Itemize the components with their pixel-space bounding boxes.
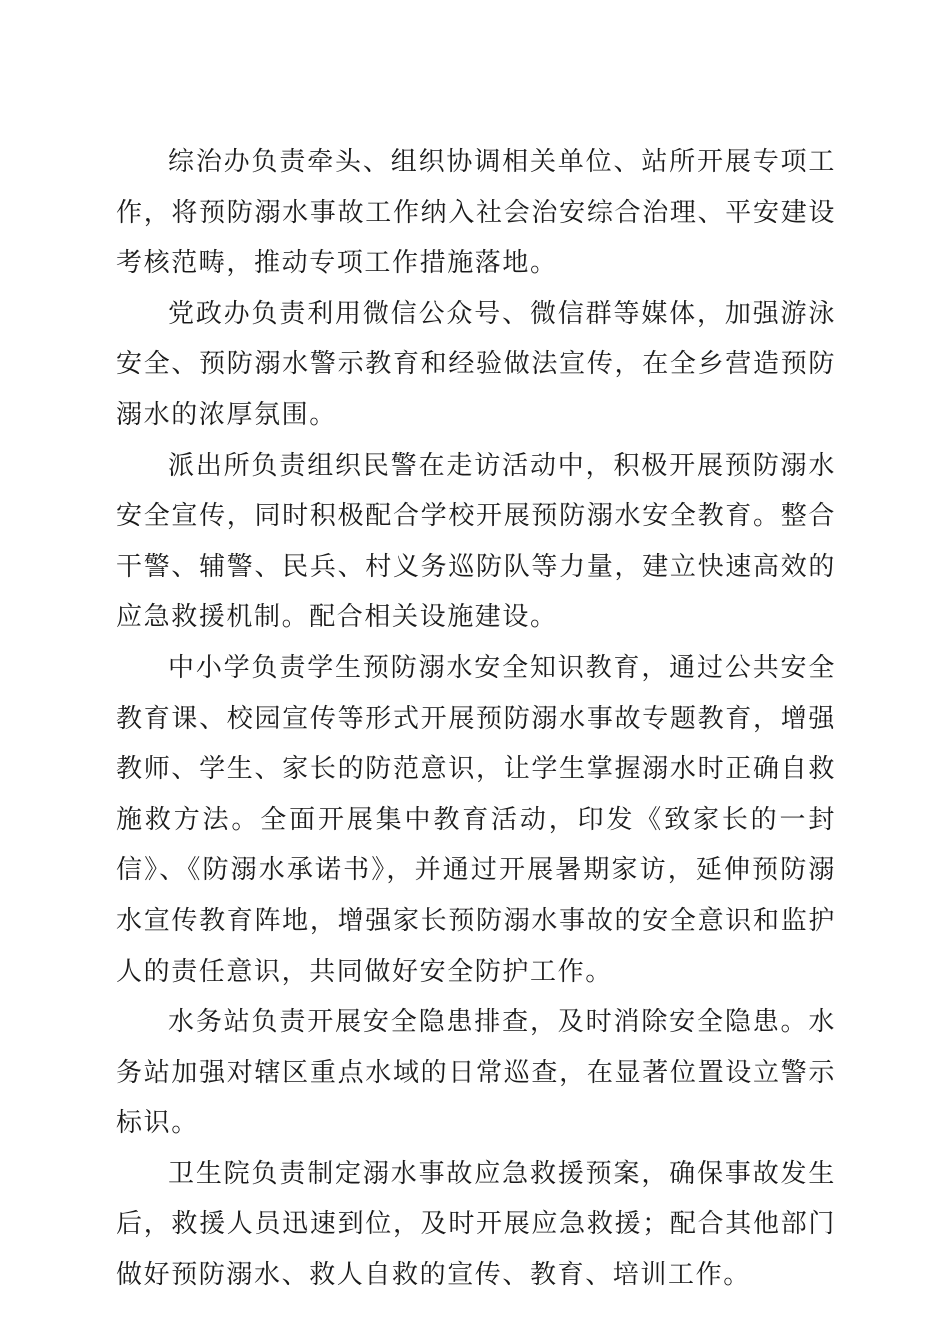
paragraph-paichusuo: 派出所负责组织民警在走访活动中，积极开展预防溺水安全宣传，同时积极配合学校开展预防溺水安全教育。整合干警、辅警、民兵、村义务巡防队等力量，建立快速高效的应急救援机制。配合相关设施建设。	[116, 450, 836, 633]
paragraph-dangzhengban: 党政办负责利用微信公众号、微信群等媒体，加强游泳安全、预防溺水警示教育和经验做法宣传，在全乡营造预防溺水的浓厚氛围。	[116, 298, 836, 430]
paragraph-zongzhiban: 综治办负责牵头、组织协调相关单位、站所开展专项工作，将预防溺水事故工作纳入社会治安综合治理、平安建设考核范畴，推动专项工作措施落地。	[116, 147, 836, 279]
paragraph-zhongxiaoxue: 中小学负责学生预防溺水安全知识教育，通过公共安全教育课、校园宣传等形式开展预防溺水事故专题教育，增强教师、学生、家长的防范意识，让学生掌握溺水时正确自救施救方法。全面开展集中教育活动，印发《致家长的一封信》、《防溺水承诺书》，并通过开展暑期家访，延伸预防溺水宣传教育阵地，增强家长预防溺水事故的安全意识和监护人的责任意识，共同做好安全防护工作。	[116, 652, 836, 987]
paragraph-weishengyuan: 卫生院负责制定溺水事故应急救援预案，确保事故发生后，救援人员迅速到位，及时开展应急救援；配合其他部门做好预防溺水、救人自救的宣传、教育、培训工作。	[116, 1158, 836, 1291]
paragraph-shuiwuzhan: 水务站负责开展安全隐患排查，及时消除安全隐患。水务站加强对辖区重点水域的日常巡查，在显著位置设立警示标识。	[116, 1007, 836, 1139]
document-body	[116, 137, 836, 1301]
